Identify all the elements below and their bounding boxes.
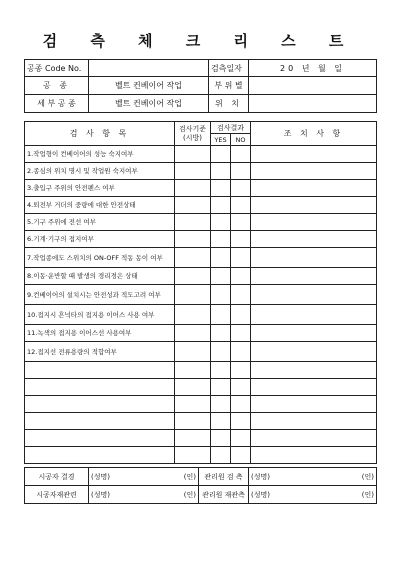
checklist-standard-cell[interactable] [175, 146, 211, 163]
checklist-standard-cell[interactable] [175, 362, 211, 379]
checklist-action-cell[interactable] [251, 362, 377, 379]
checklist-item-text: 11.녹색의 접지용 이어스선 사용여부 [25, 325, 175, 342]
location-value[interactable] [249, 95, 377, 113]
checklist-action-cell[interactable] [251, 180, 377, 197]
checklist-yes-cell[interactable] [211, 430, 231, 447]
checklist-action-cell[interactable] [251, 248, 377, 268]
checklist-standard-cell[interactable] [175, 325, 211, 342]
checklist-action-cell[interactable] [251, 413, 377, 430]
checklist-action-cell[interactable] [251, 285, 377, 305]
checklist-yes-cell[interactable] [211, 214, 231, 231]
checklist-row [25, 396, 377, 413]
checklist-yes-cell[interactable] [211, 362, 231, 379]
checklist-yes-cell[interactable] [211, 231, 231, 248]
checklist-action-cell[interactable] [251, 214, 377, 231]
checklist-action-cell[interactable] [251, 231, 377, 248]
col-yes-header: YES [211, 134, 231, 146]
checklist-no-cell[interactable] [231, 268, 251, 285]
checklist-item-text [25, 396, 175, 413]
checklist-yes-cell[interactable] [211, 180, 231, 197]
checklist-standard-cell[interactable] [175, 447, 211, 464]
contractor-label: 시공자 결경 [25, 468, 89, 486]
checklist-standard-cell[interactable] [175, 197, 211, 214]
checklist-action-cell[interactable] [251, 447, 377, 464]
checklist-row [25, 342, 377, 362]
checklist-yes-cell[interactable] [211, 305, 231, 325]
checklist-standard-cell[interactable] [175, 396, 211, 413]
checklist-action-cell[interactable] [251, 379, 377, 396]
checklist-yes-cell[interactable] [211, 197, 231, 214]
checklist-row [25, 285, 377, 305]
col-action-header: 조 치 사 항 [251, 122, 377, 146]
col-item-header: 검 사 항 목 [25, 122, 175, 146]
checklist-item-text [25, 413, 175, 430]
header-info-table [24, 59, 377, 113]
checklist-item-text: 10.접지시 흔넉타의 접지용 이어스 사용 여부 [25, 305, 175, 325]
checklist-row [25, 248, 377, 268]
checklist-standard-cell[interactable] [175, 285, 211, 305]
checklist-item-text: 8.이동·운반할 때 발생의 경리경은 상태 [25, 268, 175, 285]
contractor-material-sign-label[interactable]: (성명) [89, 486, 151, 504]
checklist-item-text: 6.기계·기구의 접지여부 [25, 231, 175, 248]
checklist-standard-cell[interactable] [175, 180, 211, 197]
checklist-item-text: 2.종심의 위치 명시 및 작업원 숙지여부 [25, 163, 175, 180]
checklist-row [25, 197, 377, 214]
contractor-material-label: 시공자재관련 [25, 486, 89, 504]
checklist-action-cell[interactable] [251, 146, 377, 163]
checklist-row [25, 214, 377, 231]
checklist-row [25, 231, 377, 248]
location-label: 위 치 [209, 95, 249, 113]
checklist-no-cell[interactable] [231, 197, 251, 214]
part-value[interactable] [249, 77, 377, 95]
work-type-label: 공 종 [25, 77, 89, 95]
checklist-no-cell[interactable] [231, 248, 251, 268]
checklist-standard-cell[interactable] [175, 214, 211, 231]
work-type-value[interactable]: 벨트 컨베이어 작업 [89, 77, 209, 95]
supervisor-seal: (인) [311, 468, 377, 486]
checklist-no-cell[interactable] [231, 163, 251, 180]
checklist-no-cell[interactable] [231, 396, 251, 413]
checklist-table [24, 121, 377, 464]
checklist-item-text: 5.기구 주위에 전선 여부 [25, 214, 175, 231]
checklist-item-text [25, 379, 175, 396]
checklist-yes-cell[interactable] [211, 268, 231, 285]
checklist-yes-cell[interactable] [211, 447, 231, 464]
checklist-no-cell[interactable] [231, 305, 251, 325]
checklist-action-cell[interactable] [251, 197, 377, 214]
inspection-date-value[interactable]: 20 년 월 일 [249, 60, 377, 77]
signature-table [24, 467, 377, 504]
checklist-yes-cell[interactable] [211, 325, 231, 342]
supervisor-label: 관리원 검 측 [199, 468, 249, 486]
checklist-row [25, 325, 377, 342]
col-result-header: 검사결과 [211, 122, 251, 134]
checklist-row [25, 362, 377, 379]
code-no-label: 공종 Code No. [25, 60, 89, 77]
checklist-action-cell[interactable] [251, 325, 377, 342]
checklist-item-text: 7.작업종에도 스위치의 ON-OFF 적동 동이 여부 [25, 248, 175, 268]
checklist-yes-cell[interactable] [211, 396, 231, 413]
contractor-material-seal: (인) [151, 486, 199, 504]
col-standard-header: 검사기준 (시방) [175, 122, 211, 146]
checklist-no-cell[interactable] [231, 362, 251, 379]
checklist-row [25, 305, 377, 325]
checklist-standard-cell[interactable] [175, 268, 211, 285]
checklist-yes-cell[interactable] [211, 342, 231, 362]
checklist-row [25, 379, 377, 396]
checklist-yes-cell[interactable] [211, 379, 231, 396]
checklist-item-text [25, 430, 175, 447]
checklist-no-cell[interactable] [231, 342, 251, 362]
checklist-yes-cell[interactable] [211, 248, 231, 268]
checklist-action-cell[interactable] [251, 305, 377, 325]
checklist-action-cell[interactable] [251, 430, 377, 447]
checklist-row [25, 447, 377, 464]
checklist-action-cell[interactable] [251, 268, 377, 285]
checklist-standard-cell[interactable] [175, 342, 211, 362]
checklist-standard-cell[interactable] [175, 379, 211, 396]
checklist-yes-cell[interactable] [211, 285, 231, 305]
checklist-no-cell[interactable] [231, 214, 251, 231]
checklist-row [25, 163, 377, 180]
contractor-seal: (인) [151, 468, 199, 486]
checklist-standard-cell[interactable] [175, 305, 211, 325]
checklist-yes-cell[interactable] [211, 413, 231, 430]
checklist-standard-cell[interactable] [175, 163, 211, 180]
checklist-yes-cell[interactable] [211, 163, 231, 180]
checklist-no-cell[interactable] [231, 146, 251, 163]
col-no-header: NO [231, 134, 251, 146]
checklist-row [25, 180, 377, 197]
part-label: 부 위 별 [209, 77, 249, 95]
sub-work-type-label: 세 부 공 종 [25, 95, 89, 113]
checklist-no-cell[interactable] [231, 430, 251, 447]
checklist-item-text: 9.컨베이어의 설치시는 안전성과 적도고려 여부 [25, 285, 175, 305]
checklist-standard-cell[interactable] [175, 231, 211, 248]
page-title: 검 측 체 크 리 스 트 [42, 32, 358, 50]
checklist-action-cell[interactable] [251, 396, 377, 413]
checklist-no-cell[interactable] [231, 231, 251, 248]
checklist-item-text [25, 362, 175, 379]
checklist-row [25, 430, 377, 447]
checklist-no-cell[interactable] [231, 447, 251, 464]
checklist-no-cell[interactable] [231, 413, 251, 430]
checklist-no-cell[interactable] [231, 180, 251, 197]
contractor-sign-label[interactable]: (성명) [89, 468, 151, 486]
code-no-value[interactable] [89, 60, 209, 77]
checklist-item-text [25, 447, 175, 464]
supervisor-recheck-seal: (인) [311, 486, 377, 504]
checklist-item-text: 1.작업형이 컨베이어의 성능 숙지여부 [25, 146, 175, 163]
checklist-item-text: 3.출입구 주위의 안전펜스 여부 [25, 180, 175, 197]
checklist-yes-cell[interactable] [211, 146, 231, 163]
checklist-no-cell[interactable] [231, 285, 251, 305]
checklist-standard-cell[interactable] [175, 430, 211, 447]
checklist-item-text: 4.퇴전부 거더의 중량에 대한 안전상태 [25, 197, 175, 214]
checklist-action-cell[interactable] [251, 342, 377, 362]
checklist-row [25, 146, 377, 163]
checklist-item-text: 12.접지선 전류용량의 적합여부 [25, 342, 175, 362]
checklist-row [25, 413, 377, 430]
checklist-action-cell[interactable] [251, 163, 377, 180]
checklist-row [25, 268, 377, 285]
checklist-no-cell[interactable] [231, 379, 251, 396]
inspection-date-label: 검측일자 [209, 60, 249, 77]
sub-work-type-value[interactable]: 벨트 컨베이어 작업 [89, 95, 209, 113]
checklist-standard-cell[interactable] [175, 248, 211, 268]
checklist-standard-cell[interactable] [175, 413, 211, 430]
supervisor-sign-label[interactable]: (성명) [249, 468, 311, 486]
supervisor-recheck-sign-label[interactable]: (성명) [249, 486, 311, 504]
checklist-no-cell[interactable] [231, 325, 251, 342]
supervisor-recheck-label: 관리원 재관측 [199, 486, 249, 504]
